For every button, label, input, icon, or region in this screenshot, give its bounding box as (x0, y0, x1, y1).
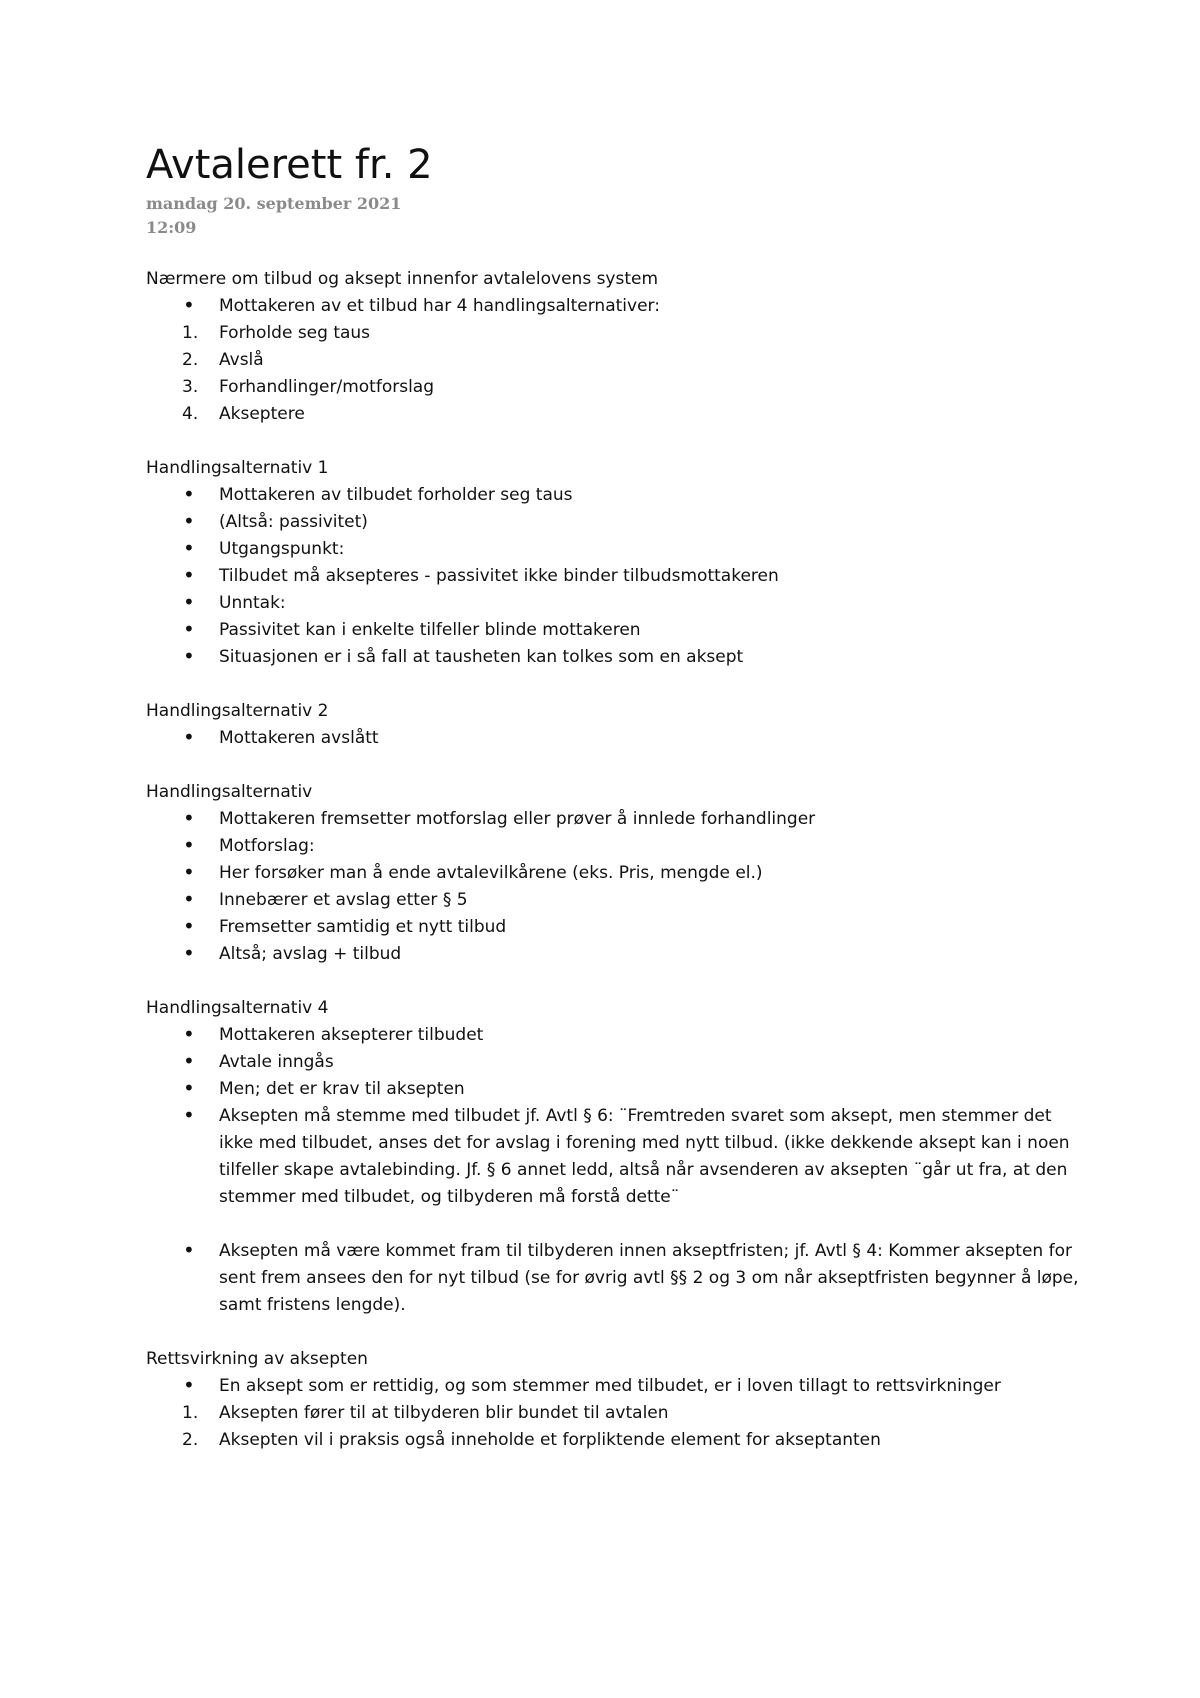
list-item (146, 725, 1086, 752)
list-item (146, 1076, 1086, 1103)
bullet-icon: • (183, 833, 195, 857)
list-item-text: Motforslag: (219, 836, 315, 856)
list-item-text: Fremsetter samtidig et nytt tilbud (219, 917, 507, 937)
list-item-text: Aksepten må stemme med tilbudet jf. Avtl § 6: ¨Fremtreden svaret som aksept, men stemmer det ikke med tilbudet, anses det for avslag i forening med nytt tilbud. (ikke dekkende aksept kan i noen tilfeller skape avtalebinding. Jf. § 6 annet ledd, altså når avsenderen av aksepten ¨går ut fra, at den stemmer med tilbudet, og tilbyderen må forstå dette¨ (219, 1106, 1070, 1207)
list-item (146, 941, 1086, 968)
list-item-text: (Altså: passivitet) (219, 512, 368, 532)
section-heading: Handlingsalternativ (146, 782, 313, 802)
note-section (146, 455, 1086, 671)
list-item-text: En aksept som er rettidig, og som stemmer med tilbudet, er i loven tillagt to rettsvirkninger (219, 1376, 1001, 1396)
section-list (146, 293, 1086, 428)
bullet-icon: • (183, 482, 195, 506)
list-item-text: Mottakeren aksepterer tilbudet (219, 1025, 484, 1045)
note-section (146, 779, 1086, 968)
section-heading: Handlingsalternativ 4 (146, 998, 329, 1018)
list-item-text: Akseptere (219, 404, 305, 424)
list-item-text: Mottakeren fremsetter motforslag eller prøver å innlede forhandlinger (219, 809, 816, 829)
list-item-text: Avslå (219, 350, 264, 370)
list-item (146, 1049, 1086, 1076)
list-item (146, 509, 1086, 536)
list-item (146, 401, 1086, 428)
page-date: mandag 20. september 2021 (146, 194, 402, 213)
note-body (146, 266, 1086, 1454)
list-item-text: Altså; avslag + tilbud (219, 944, 402, 964)
list-item (146, 320, 1086, 347)
list-item (146, 1373, 1086, 1400)
list-item-text: Aksepten må være kommet fram til tilbyderen innen akseptfristen; jf. Avtl § 4: Kommer aksepten for sent frem ansees den for nyt tilbud (se for øvrig avtl §§ 2 og 3 om når akseptfristen begynner å løpe, samt fristens lengde). (219, 1241, 1079, 1315)
list-item (146, 1238, 1086, 1319)
note-section (146, 1346, 1086, 1454)
note-section (146, 266, 1086, 428)
page-title: Avtalerett fr. 2 (146, 142, 433, 188)
list-item-text: Mottakeren av et tilbud har 4 handlingsalternativer: (219, 296, 660, 316)
list-number: 2. (182, 1430, 199, 1450)
list-item-text: Mottakeren avslått (219, 728, 379, 748)
bullet-icon: • (183, 1049, 195, 1073)
list-item (146, 887, 1086, 914)
list-item-text: Forhandlinger/motforslag (219, 377, 434, 397)
list-item (146, 860, 1086, 887)
bullet-icon: • (183, 860, 195, 884)
bullet-icon: • (183, 806, 195, 830)
list-item (146, 590, 1086, 617)
list-item-text: Passivitet kan i enkelte tilfeller blinde mottakeren (219, 620, 641, 640)
list-item (146, 617, 1086, 644)
bullet-icon: • (183, 293, 195, 317)
list-item (146, 1400, 1086, 1427)
list-item-text: Utgangspunkt: (219, 539, 345, 559)
bullet-icon: • (183, 1103, 195, 1127)
list-number: 2. (182, 350, 199, 370)
list-item-text: Aksepten vil i praksis også inneholde et forpliktende element for akseptanten (219, 1430, 881, 1450)
section-heading: Handlingsalternativ 2 (146, 701, 329, 721)
bullet-icon: • (183, 725, 195, 749)
list-item (146, 482, 1086, 509)
list-item-text: Situasjonen er i så fall at tausheten kan tolkes som en aksept (219, 647, 744, 667)
section-list (146, 1022, 1086, 1319)
section-heading: Rettsvirkning av aksepten (146, 1349, 368, 1369)
section-heading: Handlingsalternativ 1 (146, 458, 329, 478)
list-item (146, 1427, 1086, 1454)
bullet-icon: • (183, 644, 195, 668)
bullet-icon: • (183, 590, 195, 614)
list-item-text: Aksepten fører til at tilbyderen blir bundet til avtalen (219, 1403, 669, 1423)
list-item (146, 914, 1086, 941)
list-number: 4. (182, 404, 199, 424)
bullet-icon: • (183, 536, 195, 560)
list-item-text: Unntak: (219, 593, 286, 613)
bullet-icon: • (183, 509, 195, 533)
list-number: 3. (182, 377, 199, 397)
section-list (146, 725, 1086, 752)
list-item-text: Forholde seg taus (219, 323, 371, 343)
bullet-icon: • (183, 1076, 195, 1100)
list-item-text: Avtale inngås (219, 1052, 334, 1072)
bullet-icon: • (183, 914, 195, 938)
list-item-text: Mottakeren av tilbudet forholder seg taus (219, 485, 573, 505)
list-item-text: Men; det er krav til aksepten (219, 1079, 465, 1099)
list-item (146, 293, 1086, 320)
section-list (146, 806, 1086, 968)
list-item (146, 833, 1086, 860)
list-number: 1. (182, 323, 199, 343)
note-section (146, 698, 1086, 752)
list-item (146, 806, 1086, 833)
section-list (146, 1373, 1086, 1454)
page-time: 12:09 (146, 218, 197, 237)
list-item-text: Innebærer et avslag etter § 5 (219, 890, 468, 910)
list-item-text: Her forsøker man å ende avtalevilkårene (eks. Pris, mengde el.) (219, 863, 763, 883)
section-list (146, 482, 1086, 671)
list-item (146, 1211, 1086, 1238)
list-item-text: Tilbudet må aksepteres - passivitet ikke binder tilbudsmottakeren (219, 566, 779, 586)
list-item (146, 563, 1086, 590)
bullet-icon: • (183, 563, 195, 587)
note-section (146, 995, 1086, 1319)
bullet-icon: • (183, 1022, 195, 1046)
list-item (146, 1022, 1086, 1049)
bullet-icon: • (183, 1238, 195, 1262)
note-page (146, 140, 1086, 1454)
list-number: 1. (182, 1403, 199, 1423)
list-item (146, 644, 1086, 671)
list-item (146, 374, 1086, 401)
bullet-icon: • (183, 617, 195, 641)
list-item (146, 536, 1086, 563)
bullet-icon: • (183, 887, 195, 911)
list-item (146, 1103, 1086, 1211)
section-heading: Nærmere om tilbud og aksept innenfor avtalelovens system (146, 269, 659, 289)
list-item (146, 347, 1086, 374)
bullet-icon: • (183, 1373, 195, 1397)
bullet-icon: • (183, 941, 195, 965)
